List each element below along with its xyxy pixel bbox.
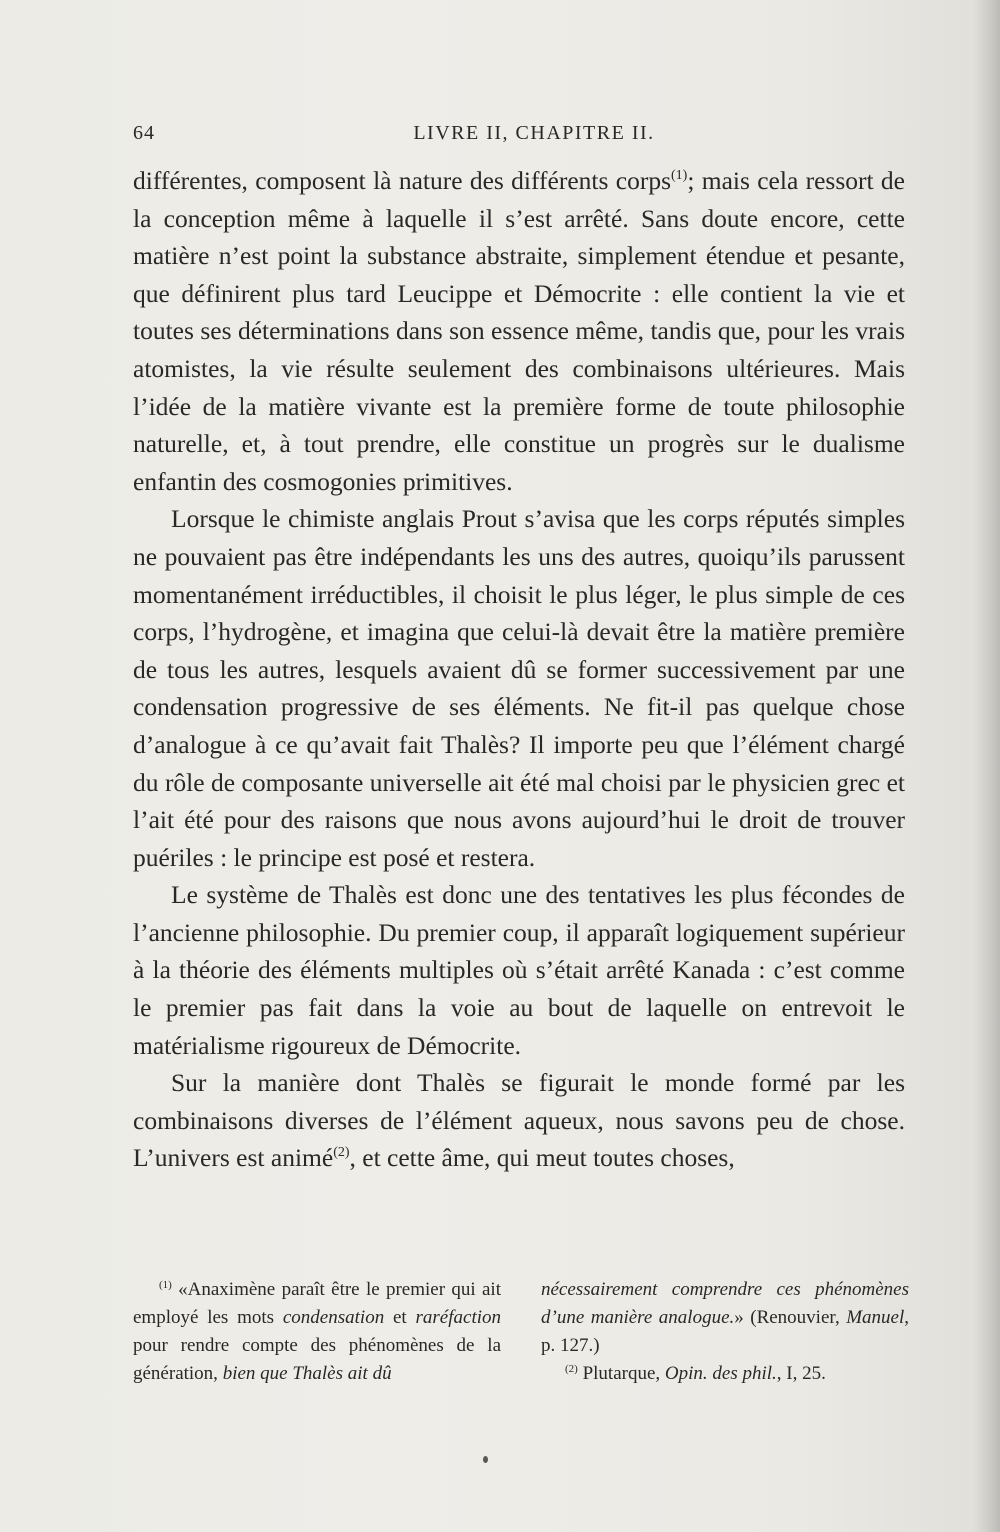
running-head: LIVRE II, CHAPITRE II. [413, 122, 655, 144]
page-header [133, 110, 905, 150]
body-text [133, 162, 905, 1177]
footnote-1 [133, 1276, 501, 1388]
footnotes [133, 1276, 909, 1388]
page-gutter-shadow [974, 0, 1000, 1532]
ink-speck [483, 1456, 488, 1463]
footnote-1-text-a: «Anaximène paraît être le premier qui ait employé les mots [133, 1279, 501, 1328]
paragraph-1-text-b: ; mais cela ressort de la conception même à laquelle il s’est arrêté. Sans doute encore, cette matière n’est point la substance abstraite, simplement étendue et pesante, que définirent plus tard Leucippe et Démocrite : elle contient la vie et toutes ses déterminations dans son essence même, tandis que, pour les vrais atomistes, la vie résulte seulement des combinaisons ultérieures. Mais l’idée de la matière vivante est la première forme de toute philosophie naturelle, et, à tout prendre, elle constitue un progrès sur le dualisme enfantin des cosmogonies primitives. [133, 166, 905, 496]
footnote-1-mark: (1) [159, 1279, 172, 1291]
paragraph-4-text-b: , et cette âme, qui meut toutes choses, [349, 1143, 735, 1173]
footnote-1-continued [541, 1276, 909, 1360]
footnote-1-text-d: » (Renouvier, [734, 1307, 847, 1328]
footnote-1-text-c: pour rendre compte des phénomènes de la génération, [133, 1335, 501, 1384]
footnote-2-mark: (2) [565, 1363, 578, 1375]
footnote-2 [541, 1360, 909, 1388]
footnote-1-italic-3: bien que Thalès ait dû [222, 1363, 392, 1384]
footnote-2-text-b: , I, 25. [776, 1363, 826, 1384]
footnote-column-left [133, 1276, 501, 1388]
footnote-1-text-b: et [384, 1307, 416, 1328]
footnote-ref-2: (2) [333, 1145, 350, 1161]
footnote-1-italic-4: Manuel [846, 1307, 905, 1328]
paragraph-4-text-a: Sur la manière dont Thalès se figurait le monde formé par les combinaisons diverses de l’élément aqueux, nous savons peu de chose. L’univers est animé [133, 1068, 905, 1173]
footnote-2-italic: Opin. des phil. [664, 1363, 777, 1384]
footnote-1-italic-2: raréfaction [415, 1307, 502, 1328]
paragraph-1 [133, 162, 905, 500]
paragraph-2: Lorsque le chimiste anglais Prout s’avisa que les corps réputés simples ne pouvaient pas être indépendants les uns des autres, quoiqu’ils parussent momentanément irréductibles, il choisit le plus léger, le plus simple de ces corps, l’hydrogène, et imagina que celui-là devait être la matière première de tous les autres, lesquels avaient dû se former successivement par une condensation progressive de ses éléments. Ne fit-il pas quelque chose d’analogue à ce qu’avait fait Thalès? Il importe peu que l’élément chargé du rôle de composante universelle ait été mal choisi par le physicien grec et l’ait été pour des raisons que nous avons aujourd’hui le droit de trouver puériles : le principe est posé et restera. [133, 504, 905, 872]
footnote-1-italic-3: nécessairement comprendre ces phénomènes d’une manière analogue. [541, 1279, 909, 1328]
paragraph-4 [133, 1064, 905, 1177]
footnote-1-text-e: , p. 127.) [541, 1307, 910, 1356]
paragraph-1-text-a: différentes, composent là nature des différents corps [133, 166, 671, 195]
footnote-ref-1: (1) [671, 168, 688, 183]
page-number: 64 [133, 122, 155, 144]
footnote-2-text-a: Plutarque, [577, 1363, 665, 1384]
paragraph-3: Le système de Thalès est donc une des tentatives les plus fécondes de l’ancienne philosophie. Du premier coup, il apparaît logiquement supérieur à la théorie des éléments multiples où s’était arrêté Kanada : c’est comme le premier pas fait dans la voie au bout de laquelle on entrevoit le matérialisme rigoureux de Démocrite. [133, 880, 905, 1060]
footnote-column-right [541, 1276, 909, 1388]
footnote-1-italic-1: condensation [282, 1307, 385, 1328]
